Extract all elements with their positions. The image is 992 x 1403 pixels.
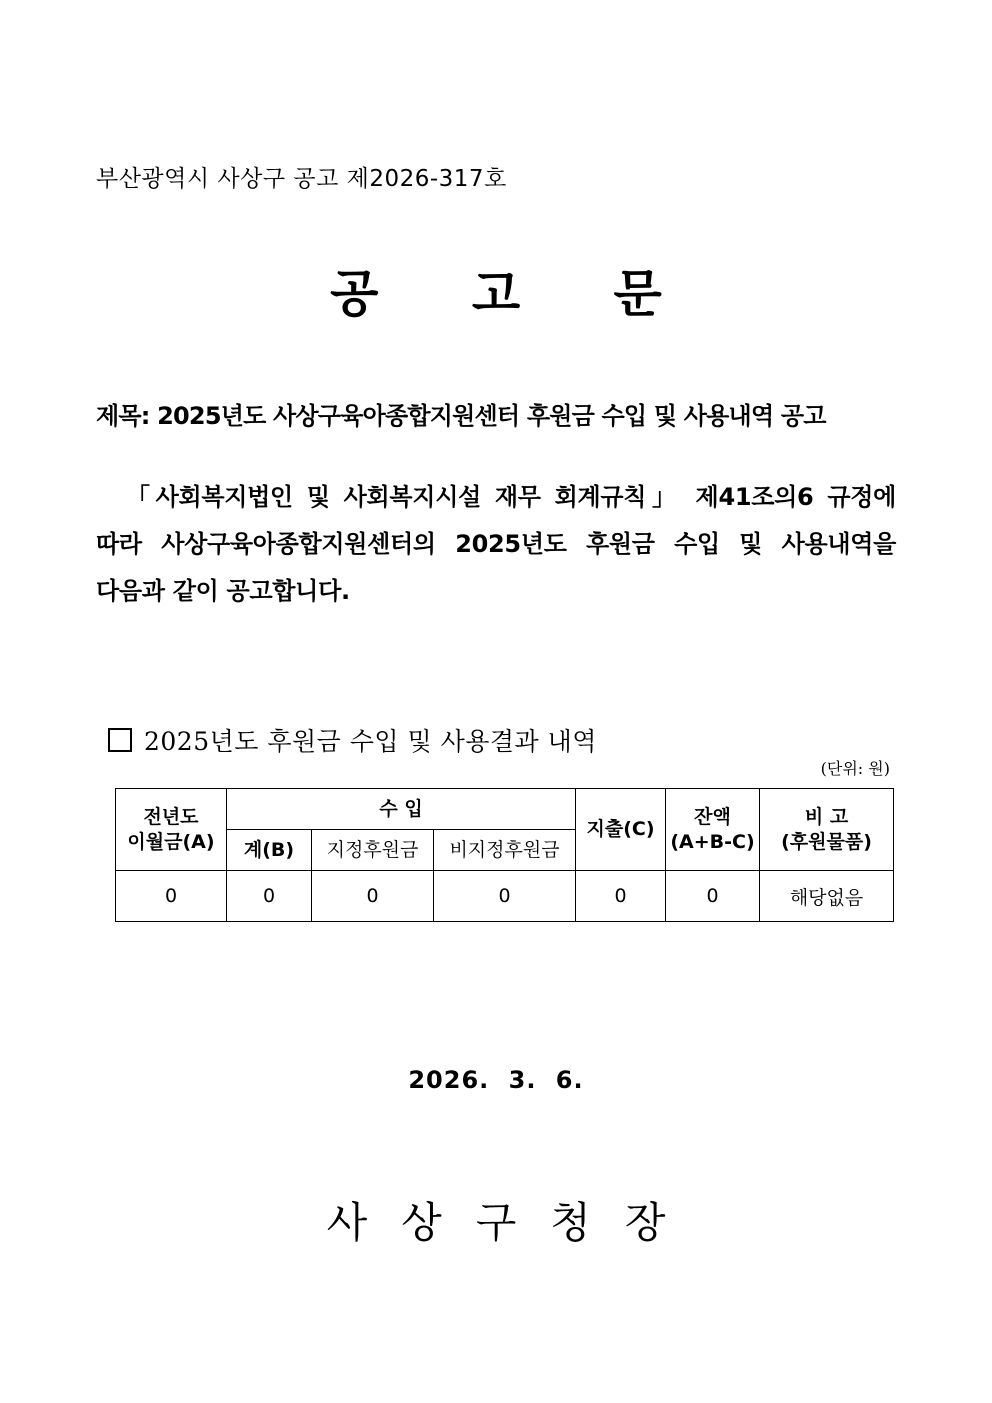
notice-number: 부산광역시 사상구 공고 제2026-317호 [96, 166, 507, 192]
cell-remarks: 해당없음 [760, 871, 894, 922]
notice-subject: 제목: 2025년도 사상구육아종합지원센터 후원금 수입 및 사용내역 공고 [96, 402, 826, 430]
notice-date: 2026. 3. 6. [408, 1066, 584, 1094]
header-expense: 지출(C) [576, 789, 666, 871]
header-remarks: 비 고 (후원물품) [760, 789, 894, 871]
notice-body [96, 474, 896, 615]
cell-balance: 0 [666, 871, 760, 922]
cell-total: 0 [227, 871, 312, 922]
cell-expense: 0 [576, 871, 666, 922]
header-balance: 잔액 (A+B-C) [666, 789, 760, 871]
checkbox-square-icon [108, 728, 132, 752]
notice-body-line: 다음과 같이 공고합니다. [96, 577, 350, 605]
section-heading [108, 722, 597, 758]
table-header-row [116, 789, 894, 830]
unit-label: (단위: 원) [820, 759, 890, 778]
header-designated: 지정후원금 [312, 830, 434, 871]
header-carryover: 전년도 이월금(A) [116, 789, 227, 871]
cell-designated: 0 [312, 871, 434, 922]
notice-body-line: 「사회복지법인 및 사회복지시설 재무 회계규칙」 제41조의6 규정에 [126, 483, 896, 511]
notice-body-line: 따라 사상구육아종합지원센터의 2025년도 후원금 수입 및 사용내역을 [96, 530, 896, 558]
header-undesignated: 비지정후원금 [434, 830, 576, 871]
signer-title: 사상구청장 [326, 1198, 700, 1247]
donation-table [115, 788, 894, 922]
cell-carryover: 0 [116, 871, 227, 922]
table-row [116, 871, 894, 922]
section-heading-text: 2025년도 후원금 수입 및 사용결과 내역 [144, 727, 597, 756]
cell-undesignated: 0 [434, 871, 576, 922]
header-income: 수 입 [227, 789, 576, 830]
header-total: 계(B) [227, 830, 312, 871]
document-title: 공 고 문 [330, 265, 700, 323]
